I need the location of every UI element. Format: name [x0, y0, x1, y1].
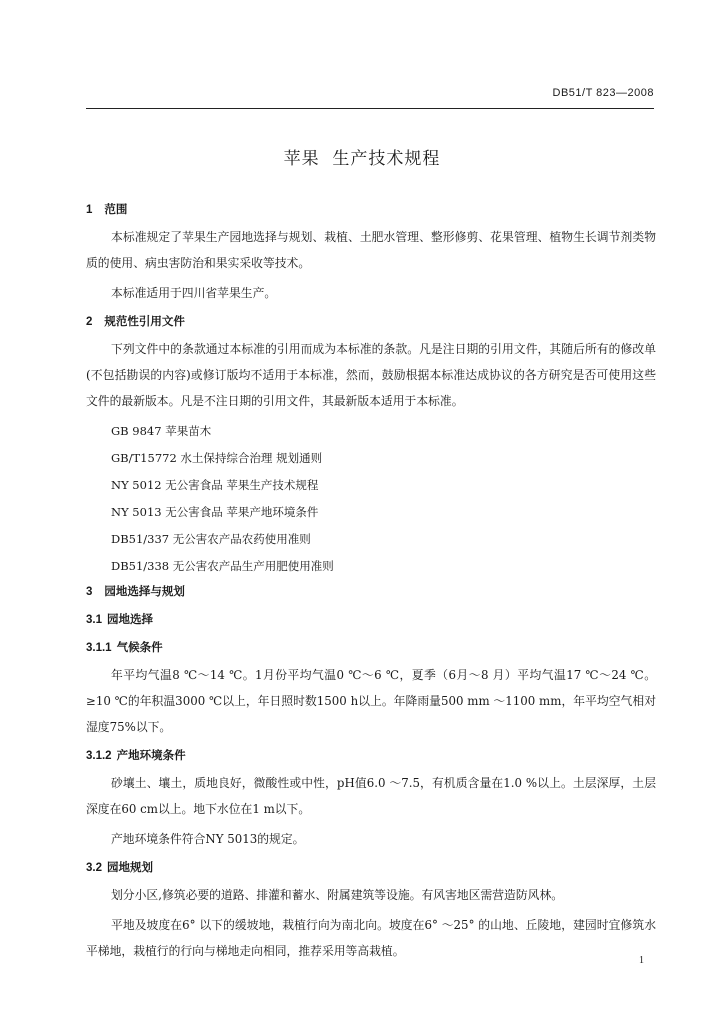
- paragraph: 划分小区,修筑必要的道路、排灌和蓄水、附属建筑等设施。有风害地区需营造防风林。: [111, 888, 564, 902]
- section-number: 3.1.1: [86, 642, 112, 654]
- paragraph: 年平均气温8 ℃～14 ℃。1月份平均气温0 ℃～6 ℃，夏季（6月～8 月）平均气温17 ℃～24 ℃。≥10 ℃的年积温3000 ℃以上，年日照时数1500 h以上。年降雨量500 mm ～1100 mm，年平均空气相对湿度75%以下。: [86, 668, 656, 734]
- subsection-heading-planning: [86, 856, 656, 878]
- section-number: 2: [86, 316, 93, 328]
- section-title: 规范性引用文件: [104, 314, 185, 328]
- header-divider: [86, 108, 654, 109]
- paragraph: 产地环境条件符合NY 5013的规定。: [111, 832, 305, 846]
- subsection-heading-climate: [86, 636, 656, 658]
- reference-item: NY 5012 无公害食品 苹果生产技术规程: [111, 478, 319, 492]
- section-number: 1: [86, 204, 93, 216]
- section-heading-scope: [86, 198, 656, 220]
- standard-code: DB51/T 823—2008: [552, 87, 654, 99]
- reference-item: DB51/338 无公害农产品生产用肥使用准则: [111, 559, 334, 573]
- reference-item: GB 9847 苹果苗木: [111, 424, 212, 438]
- paragraph: 本标准规定了苹果生产园地选择与规划、栽植、土肥水管理、整形修剪、花果管理、植物生长调节剂类物质的使用、病虫害防治和果实采收等技术。: [86, 230, 656, 270]
- paragraph: 本标准适用于四川省苹果生产。: [111, 286, 277, 300]
- section-heading-normative-references: [86, 310, 656, 332]
- section-title: 气候条件: [116, 640, 163, 654]
- paragraph: 砂壤土、壤土，质地良好，微酸性或中性，pH值6.0 ～7.5，有机质含量在1.0 %以上。土层深厚，土层深度在60 cm以上。地下水位在1 m以下。: [86, 776, 656, 816]
- section-title: 产地环境条件: [116, 748, 186, 762]
- section-number: 3.1.2: [86, 750, 112, 762]
- document-body: [86, 198, 656, 964]
- section-number: 3.1: [86, 614, 102, 626]
- paragraph: 平地及坡度在6° 以下的缓坡地，栽植行向为南北向。坡度在6° ～25° 的山地、丘陵地，建园时宜修筑水平梯地，栽植行的行向与梯地走向相同，推荐采用等高栽植。: [86, 918, 656, 958]
- section-number: 3: [86, 586, 93, 598]
- section-title: 园地选择与规划: [104, 584, 185, 598]
- section-title: 园地选择: [107, 612, 153, 626]
- section-title: 范围: [104, 202, 128, 216]
- document-title: 苹果 生产技术规程: [283, 149, 441, 169]
- paragraph: 下列文件中的条款通过本标准的引用而成为本标准的条款。凡是注日期的引用文件，其随后所有的修改单(不包括勘误的内容)或修订版均不适用于本标准，然而，鼓励根据本标准达成协议的各方研究是否可使用这些文件的最新版本。凡是不注日期的引用文件，其最新版本适用于本标准。: [86, 342, 656, 408]
- reference-item: GB/T15772 水土保持综合治理 规划通则: [111, 451, 323, 465]
- section-number: 3.2: [86, 862, 102, 874]
- section-title: 园地规划: [107, 860, 153, 874]
- subsection-heading-environment: [86, 744, 656, 766]
- subsection-heading-site-choice: [86, 608, 656, 630]
- reference-item: DB51/337 无公害农产品农药使用准则: [111, 532, 311, 546]
- section-heading-site-selection: [86, 580, 656, 602]
- page-number: 1: [639, 955, 644, 966]
- reference-item: NY 5013 无公害食品 苹果产地环境条件: [111, 505, 319, 519]
